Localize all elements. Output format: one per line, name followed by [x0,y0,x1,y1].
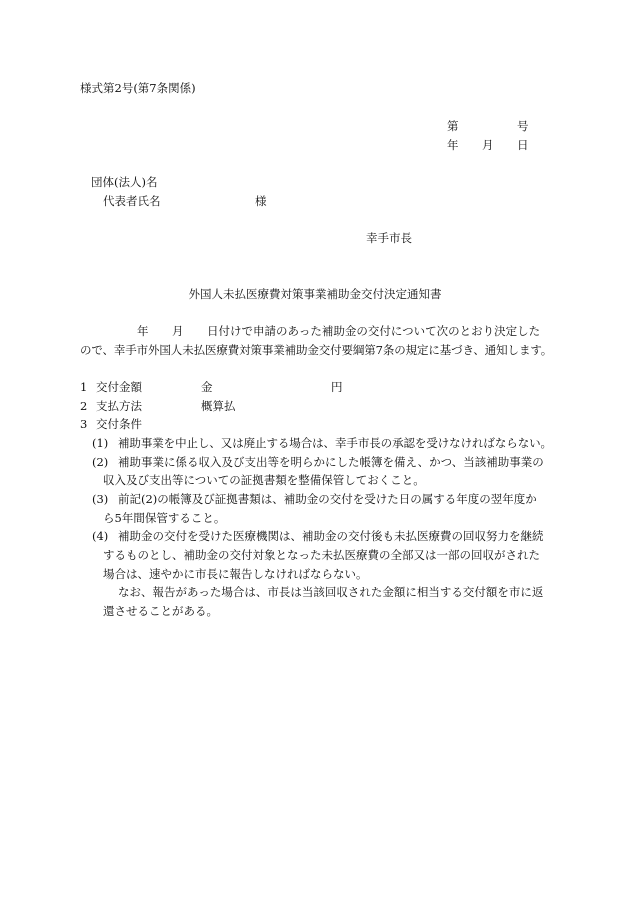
condition-3-marker: (3) [92,492,109,506]
doc-date-day: 日 [517,138,529,152]
condition-2-line-2: 収入及び支出等についての証拠書類を整備保管しておくこと。 [103,473,425,487]
doc-date-year: 年 [447,138,459,152]
item-2-num: 2 [80,399,88,413]
document-title: 外国人未払医療費対策事業補助金交付決定通知書 [188,287,442,301]
intro-year: 年 [137,324,149,338]
recipient-honorific: 様 [255,194,267,208]
sender-name: 幸手市長 [366,231,412,245]
condition-4-line-1: 補助金の交付を受けた医療機関は、補助金の交付後も未払医療費の回収努力を継続 [118,529,544,543]
intro-month: 月 [172,324,184,338]
intro-line1: 日付けで申請のあった補助金の交付について次のとおり決定した [207,324,541,338]
recipient-rep-label: 代表者氏名 [103,194,161,208]
form-label: 様式第2号(第7条関係) [80,81,196,95]
condition-3-line-1: 前記(2)の帳簿及び証拠書類は、補助金の交付を受けた日の属する年度の翌年度か [118,492,537,506]
condition-1-marker: (1) [92,436,109,450]
condition-2-marker: (2) [92,455,109,469]
condition-3-line-2: ら5年間保管すること。 [103,511,226,525]
item-1-value-kin: 金 [201,380,213,394]
recipient-org-label: 団体(法人)名 [91,175,158,189]
item-2-label: 支払方法 [96,399,142,413]
doc-number-go: 号 [517,119,529,133]
item-2-value: 概算払 [201,399,236,413]
intro-line2: ので、幸手市外国人未払医療費対策事業補助金交付要綱第7条の規定に基づき、通知します。 [80,343,553,357]
doc-number-dai: 第 [447,119,459,133]
condition-1-line-1: 補助事業を中止し、又は廃止する場合は、幸手市長の承認を受けなければならない。 [118,436,552,450]
item-1-num: 1 [80,380,88,394]
note-line-1: なお、報告があった場合は、市長は当該回収された金額に相当する交付額を市に返 [118,585,544,599]
condition-2-line-1: 補助事業に係る収入及び支出等を明らかにした帳簿を備え、かつ、当該補助事業の [118,455,544,469]
item-1-value-en: 円 [331,380,343,394]
condition-4-line-3: 場合は、速やかに市長に報告しなければならない。 [103,567,368,581]
note-line-2: 還させることがある。 [103,604,218,618]
item-1-label: 交付金額 [96,380,142,394]
item-3-num: 3 [80,417,88,431]
item-3-label: 交付条件 [96,417,142,431]
doc-date-month: 月 [482,138,494,152]
condition-4-line-2: するものとし、補助金の交付対象となった未払医療費の全部又は一部の回収がされた [103,548,540,562]
condition-4-marker: (4) [92,529,109,543]
